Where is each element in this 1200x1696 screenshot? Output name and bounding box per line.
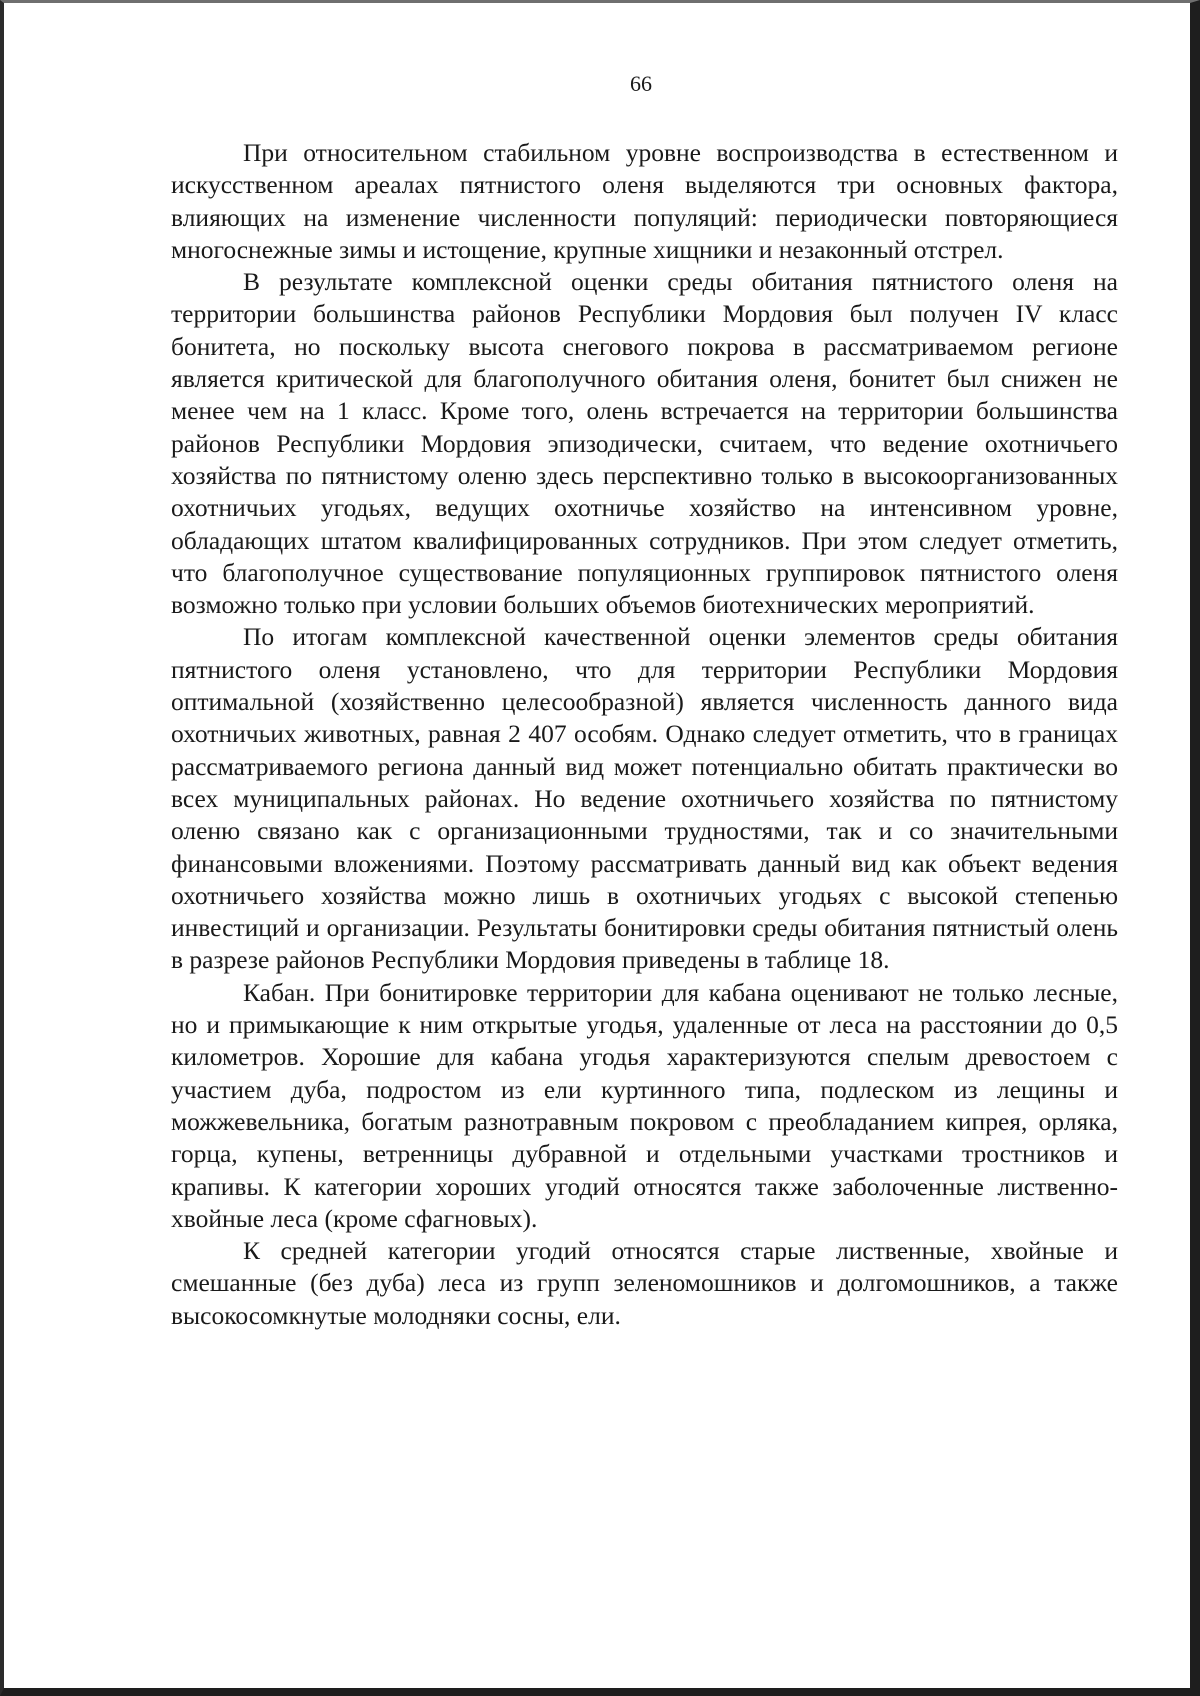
paragraph-boar-medium-lands: К средней категории угодий относятся старые лиственные, хвойные и смешанные (без дуба) леса из групп зеленомошников и долгомошников, а также высокосомкнутые молодняки сосны, ели. [171,1236,1118,1330]
paragraph-deer-bonitet: В результате комплексной оценки среды обитания пятнистого оленя на территории большинства районов Республики Мордовия был получен IV класс бонитета, но поскольку высота снегового покрова в рассматриваемом регионе является критической для благополучного обитания оленя, бонитет был снижен не менее чем на 1 класс. Кроме того, олень встречается на территории большинства районов Республики Мордовия эпизодически, считаем, что ведение охотничьего хозяйства по пятнистому оленю здесь перспективно только в высокоорганизованных охотничьих угодьях, ведущих охотничье хозяйство на интенсивном уровне, обладающих штатом квалифицированных сотрудников. При этом следует отметить, что благополучное существование популяционных группировок пятнистого оленя возможно только при условии больших объемов биотехнических мероприятий. [171,267,1118,620]
document-body [171,137,1118,1332]
paragraph-deer-factors: При относительном стабильном уровне воспроизводства в естественном и искусственном ареалах пятнистого оленя выделяются три основных фактора, влияющих на изменение численности популяций: периодически повторяющиеся многоснежные зимы и истощение, крупные хищники и незаконный отстрел. [171,138,1118,264]
paragraph-deer-optimal-number: По итогам комплексной качественной оценки элементов среды обитания пятнистого оленя установлено, что для территории Республики Мордовия оптимальной (хозяйственно целесообразной) является численность данного вида охотничьих животных, равная 2 407 особям. Однако следует отметить, что в границах рассматриваемого региона данный вид может потенциально обитать практически во всех муниципальных районах. Но ведение охотничьего хозяйства по пятнистому оленю связано как с организационными трудностями, так и со значительными финансовыми вложениями. Поэтому рассматривать данный вид как объект ведения охотничьего хозяйства можно лишь в охотничьих угодьях с высокой степенью инвестиций и организации. Результаты бонитировки среды обитания пятнистый олень в разрезе районов Республики Мордовия приведены в таблице 18. [171,622,1118,975]
paragraph-boar-good-lands: Кабан. При бонитировке территории для кабана оценивают не только лесные, но и примыкающие к ним открытые угодья, удаленные от леса на расстоянии до 0,5 километров. Хорошие для кабана угодья характеризуются спелым древостоем с участием дуба, подростом из ели куртинного типа, подлеском из лещины и можжевельника, богатым разнотравным покровом с преобладанием кипрея, орляка, горца, купены, ветренницы дубравной и отдельными участками тростников и крапивы. К категории хороших угодий относятся также заболоченные лиственно-хвойные леса (кроме сфагновых). [171,977,1118,1233]
page-number: 66 [630,71,652,96]
